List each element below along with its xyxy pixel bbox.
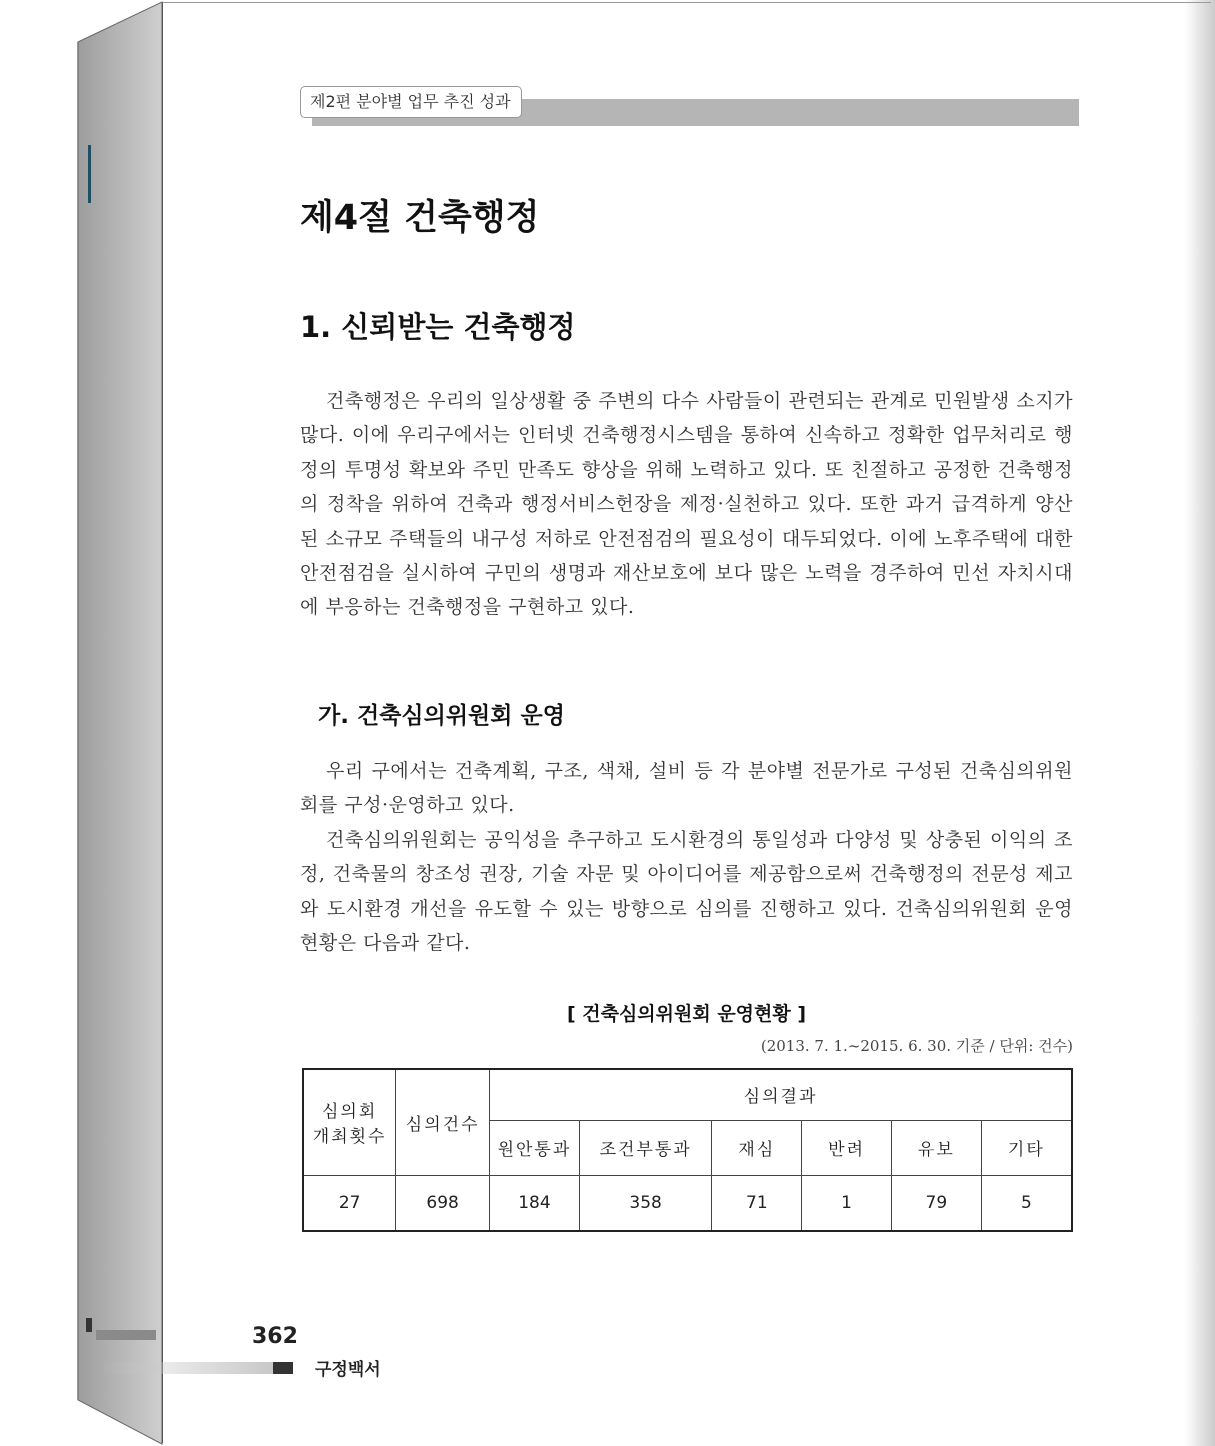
- cell-deferred: 79: [891, 1175, 981, 1231]
- chapter-label: 제2편 분야별 업무 추진 성과: [300, 86, 522, 118]
- table-note: (2013. 7. 1.~2015. 6. 30. 기준 / 단위: 건수): [760, 1037, 1073, 1055]
- book-title: 구정백서: [315, 1360, 381, 1380]
- footer-bar: [100, 1362, 273, 1374]
- cell-rejected: 1: [802, 1175, 892, 1231]
- section-title: 제4절 건축행정: [300, 198, 540, 238]
- paragraph-1: 건축행정은 우리의 일상생활 중 주변의 다수 사람들이 관련되는 관계로 민원발생 소지가 많다. 이에 우리구에서는 인터넷 건축행정시스템을 통하여 신속하고 정확한 업무처리로 행정의 투명성 확보와 주민 만족도 향상을 위해 노력하고 있다. 또 친절하고 공정한 건축행정의 정착을 위하여 건축과 행정서비스헌장을 제정·실천하고 있다. 또한 과거 급격하게 양산된 소규모 주택들의 내구성 저하로 안전점검의 필요성이 대두되었다. 이에 노후주택에 대한 안전점검을 실시하여 구민의 생명과 재산보호에 보다 많은 노력을 경주하여 민선 자치시대에 부응하는 건축행정을 구현하고 있다.: [300, 390, 1073, 619]
- table-title: [ 건축심의위원회 운영현황 ]: [566, 1003, 807, 1025]
- header-results: 심의결과: [490, 1069, 1072, 1120]
- header-result-deferred: 유보: [891, 1120, 981, 1175]
- footer-block: [273, 1362, 293, 1374]
- paragraph-3: 건축심의위원회는 공익성을 추구하고 도시환경의 통일성과 다양성 및 상충된 이익의 조정, 건축물의 창조성 권장, 기술 자문 및 아이디어를 제공함으로써 건축행정의 전문성 제고와 도시환경 개선을 유도할 수 있는 방향으로 심의를 진행하고 있다. 건축심의위원회 운영현황은 다음과 같다.: [300, 829, 1073, 955]
- header-cases: 심의건수: [396, 1069, 490, 1175]
- cell-meetings: 27: [303, 1175, 396, 1231]
- cell-conditional: 358: [579, 1175, 712, 1231]
- heading-1: 1. 신뢰받는 건축행정: [300, 310, 576, 344]
- paragraph-2: 우리 구에서는 건축계획, 구조, 색채, 설비 등 각 분야별 전문가로 구성된 건축심의위원회를 구성·운영하고 있다.: [300, 760, 1073, 817]
- table-row: [303, 1175, 1072, 1231]
- cell-other: 5: [981, 1175, 1072, 1231]
- cell-original: 184: [490, 1175, 580, 1231]
- header-result-original: 원안통과: [490, 1120, 580, 1175]
- page-number: 362: [252, 1324, 298, 1349]
- header-result-other: 기타: [981, 1120, 1072, 1175]
- heading-2: 가. 건축심의위원회 운영: [318, 703, 565, 729]
- spine-bookmark: [88, 145, 91, 203]
- header-result-conditional: 조건부통과: [579, 1120, 712, 1175]
- cell-rereview: 71: [712, 1175, 802, 1231]
- review-results-table: [302, 1068, 1073, 1232]
- header-meetings: 심의회 개최횟수: [303, 1069, 396, 1175]
- header-result-rejected: 반려: [802, 1120, 892, 1175]
- header-result-rereview: 재심: [712, 1120, 802, 1175]
- cell-cases: 698: [396, 1175, 490, 1231]
- book-spine: [0, 0, 165, 1446]
